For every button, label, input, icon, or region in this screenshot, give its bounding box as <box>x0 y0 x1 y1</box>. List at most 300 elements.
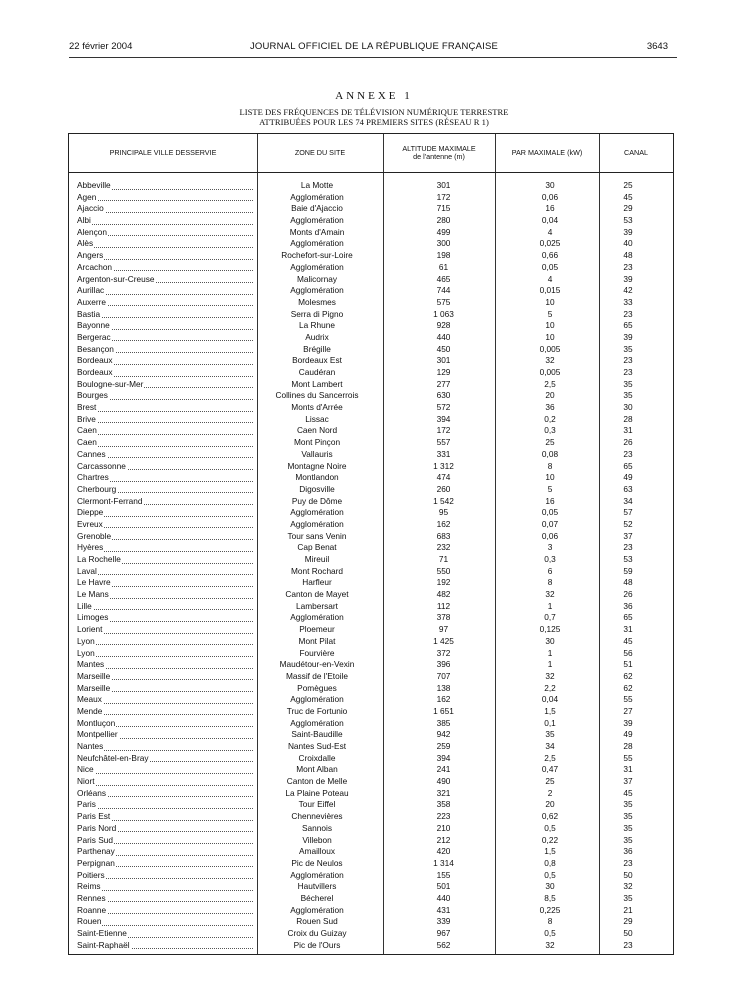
city-name: Limoges <box>77 612 109 623</box>
table-row <box>69 215 673 227</box>
cell-par: 0,015 <box>539 285 561 296</box>
city-name: Clermont-Ferrand <box>77 495 143 506</box>
table-row <box>69 367 673 379</box>
cell-zone: Sannois <box>302 822 332 833</box>
cell-ville <box>77 449 253 461</box>
column-header-ville: PRINCIPALE VILLE DESSERVIE <box>109 148 217 157</box>
cell-ville <box>77 461 253 473</box>
table-row <box>69 566 673 578</box>
table-row <box>69 776 673 788</box>
cell-ville <box>77 390 253 402</box>
cell-canal: 23 <box>623 367 633 377</box>
cell-par: 32 <box>545 670 555 681</box>
cell-altitude: 259 <box>436 741 451 751</box>
table-row <box>69 788 673 800</box>
cell-par: 10 <box>545 296 555 307</box>
cell-par: 0,025 <box>539 238 561 249</box>
city-name: Marseille <box>77 682 111 693</box>
table-row <box>69 554 673 566</box>
cell-canal: 39 <box>623 331 633 342</box>
cell-canal: 21 <box>623 904 633 915</box>
cell-ville <box>77 916 253 928</box>
cell-canal: 35 <box>623 822 633 833</box>
cell-zone: Croix du Guizay <box>287 928 347 938</box>
cell-par: 0,05 <box>541 507 559 518</box>
cell-canal: 48 <box>623 250 633 261</box>
city-name: Alençon <box>77 226 107 237</box>
cell-altitude: 440 <box>436 892 451 903</box>
city-name: Lyon <box>77 635 95 646</box>
cell-canal: 49 <box>623 729 633 740</box>
cell-altitude: 572 <box>436 402 451 413</box>
cell-altitude: 300 <box>436 238 451 249</box>
cell-canal: 35 <box>623 799 633 810</box>
cell-altitude: 474 <box>436 472 451 483</box>
cell-zone: Tour Eiffel <box>298 799 336 810</box>
cell-par: 0,04 <box>541 694 559 705</box>
cell-canal: 35 <box>623 811 633 822</box>
cell-par: 0,47 <box>541 764 559 775</box>
cell-altitude: 707 <box>436 670 451 681</box>
cell-par: 0,3 <box>544 425 556 436</box>
cell-canal: 30 <box>623 402 633 413</box>
cell-altitude: 172 <box>436 425 451 436</box>
city-name: Marseille <box>77 670 111 681</box>
table-row <box>69 764 673 776</box>
cell-zone: Amailloux <box>299 846 335 857</box>
table-row <box>69 519 673 531</box>
city-name: Montpellier <box>77 729 118 740</box>
cell-zone: Baie d'Ajaccio <box>291 203 343 214</box>
cell-altitude: 1 651 <box>433 705 454 716</box>
city-name: Bayonne <box>77 320 110 331</box>
cell-ville <box>77 577 253 589</box>
cell-ville <box>77 811 253 823</box>
city-name: Hyères <box>77 542 104 553</box>
cell-par: 10 <box>545 320 555 331</box>
cell-canal: 36 <box>623 846 633 857</box>
cell-zone: Brégille <box>303 343 331 354</box>
city-name: Grenoble <box>77 530 112 541</box>
cell-altitude: 301 <box>436 355 451 366</box>
cell-zone: Monts d'Amain <box>289 226 345 237</box>
cell-canal: 23 <box>623 355 633 366</box>
cell-ville <box>77 274 253 286</box>
cell-par: 8 <box>547 916 553 927</box>
cell-zone: Agglomération <box>290 261 344 272</box>
city-name: Boulogne-sur-Mer <box>77 378 144 389</box>
cell-canal: 23 <box>623 857 633 868</box>
cell-canal: 23 <box>623 542 633 553</box>
table-row <box>69 192 673 204</box>
publication-date: 22 février 2004 <box>69 41 133 52</box>
cell-ville <box>77 379 253 391</box>
table-row <box>69 624 673 636</box>
cell-altitude: 172 <box>436 191 451 202</box>
table-row <box>69 390 673 402</box>
cell-altitude: 1 063 <box>433 308 454 319</box>
cell-zone: Collines du Sancerrois <box>275 390 359 401</box>
cell-ville <box>77 788 253 800</box>
city-name: Alès <box>77 238 94 249</box>
cell-par: 32 <box>545 355 555 366</box>
cell-ville <box>77 905 253 917</box>
cell-ville <box>77 297 253 309</box>
cell-canal: 65 <box>623 320 633 331</box>
table-row <box>69 332 673 344</box>
cell-par: 32 <box>545 939 555 950</box>
cell-canal: 35 <box>623 892 633 903</box>
table-row <box>69 694 673 706</box>
city-name: Besançon <box>77 343 114 354</box>
altitude-header-line-1: ALTITUDE MAXIMALE <box>402 144 476 153</box>
cell-altitude: 155 <box>436 869 451 880</box>
cell-par: 4 <box>547 226 553 237</box>
cell-zone: Cap Benat <box>297 542 337 553</box>
cell-par: 8 <box>547 460 553 471</box>
city-name: Arcachon <box>77 261 113 272</box>
city-name: Argenton-sur-Creuse <box>77 273 155 284</box>
cell-par: 0,04 <box>541 215 559 226</box>
table-row <box>69 355 673 367</box>
cell-ville <box>77 496 253 508</box>
table-row <box>69 881 673 893</box>
cell-par: 0,08 <box>541 448 559 459</box>
table-row <box>69 589 673 601</box>
cell-zone: Pic de l'Ours <box>293 939 341 950</box>
cell-canal: 62 <box>623 682 633 693</box>
journal-title: JOURNAL OFFICIEL DE LA RÉPUBLIQUE FRANÇAISE <box>249 41 499 52</box>
cell-zone: Canton de Mayet <box>285 589 349 600</box>
table-row <box>69 683 673 695</box>
cell-ville <box>77 835 253 847</box>
cell-zone: Ploemeur <box>299 624 335 635</box>
cell-altitude: 490 <box>436 776 451 787</box>
cell-altitude: 394 <box>436 413 451 424</box>
cell-canal: 45 <box>623 635 633 646</box>
table-row <box>69 402 673 414</box>
table-row <box>69 706 673 718</box>
cell-par: 30 <box>545 635 555 646</box>
city-name: Lille <box>77 600 92 611</box>
table-row <box>69 320 673 332</box>
cell-canal: 56 <box>623 647 633 658</box>
cell-par: 36 <box>545 402 555 413</box>
table-row <box>69 823 673 835</box>
cell-zone: Truc de Fortunio <box>286 705 348 716</box>
cell-altitude: 97 <box>438 624 449 635</box>
cell-zone: Agglomération <box>290 238 344 249</box>
cell-zone: Mont Pinçon <box>293 437 341 448</box>
column-header-altitude <box>383 134 495 172</box>
cell-zone: Agglomération <box>290 191 344 202</box>
cell-par: 0,5 <box>544 869 556 880</box>
table-row <box>69 274 673 286</box>
header-rule <box>69 57 677 58</box>
cell-canal: 59 <box>623 565 633 576</box>
cell-altitude: 394 <box>436 752 451 763</box>
cell-altitude: 61 <box>438 261 449 272</box>
cell-ville <box>77 928 253 940</box>
cell-ville <box>77 285 253 297</box>
cell-ville <box>77 624 253 636</box>
city-name: Saint-Raphaël <box>77 939 130 950</box>
city-name: Cherbourg <box>77 483 117 494</box>
table-row <box>69 297 673 309</box>
cell-canal: 28 <box>623 413 633 424</box>
cell-canal: 35 <box>623 378 633 389</box>
table-row <box>69 309 673 321</box>
cell-par: 0,5 <box>544 822 556 833</box>
cell-zone: Pomègues <box>297 682 337 693</box>
cell-canal: 39 <box>623 717 633 728</box>
city-name: Ajaccio <box>77 203 104 214</box>
column-header-canal: CANAL <box>624 148 648 157</box>
table-row <box>69 238 673 250</box>
cell-par: 0,005 <box>539 367 561 377</box>
table-row <box>69 799 673 811</box>
city-name: Bourges <box>77 390 108 401</box>
city-name: Abbeville <box>77 180 111 190</box>
cell-par: 32 <box>545 589 555 600</box>
cell-par: 1 <box>547 659 553 670</box>
cell-altitude: 260 <box>436 483 451 494</box>
cell-zone: Maudétour-en-Vexin <box>279 659 355 670</box>
table-row <box>69 484 673 496</box>
table-row <box>69 531 673 543</box>
cell-zone: Vallauris <box>301 448 333 459</box>
cell-altitude: 501 <box>436 881 451 892</box>
table-row <box>69 940 673 952</box>
cell-canal: 53 <box>623 215 633 226</box>
table-row <box>69 577 673 589</box>
cell-par: 3 <box>547 542 553 553</box>
cell-ville <box>77 823 253 835</box>
city-name: Lyon <box>77 647 95 658</box>
table-row <box>69 870 673 882</box>
cell-par: 1,5 <box>544 846 556 857</box>
city-name: Perpignan <box>77 857 115 868</box>
cell-altitude: 339 <box>436 916 451 927</box>
cell-altitude: 277 <box>436 378 451 389</box>
cell-zone: Pic de Neulos <box>291 857 343 868</box>
cell-altitude: 378 <box>436 612 451 623</box>
table-row <box>69 507 673 519</box>
city-name: Auxerre <box>77 296 107 307</box>
cell-zone: Bordeaux Est <box>292 355 342 366</box>
table-row <box>69 858 673 870</box>
city-name: Saint-Etienne <box>77 928 127 938</box>
cell-canal: 35 <box>623 834 633 845</box>
city-name: Rouen <box>77 916 102 927</box>
table-row <box>69 659 673 671</box>
cell-canal: 55 <box>623 752 633 763</box>
cell-zone: Digosville <box>299 483 335 494</box>
table-row <box>69 285 673 297</box>
cell-par: 25 <box>545 437 555 448</box>
cell-altitude: 1 425 <box>433 635 454 646</box>
cell-canal: 62 <box>623 670 633 681</box>
cell-canal: 52 <box>623 518 633 529</box>
city-name: Mantes <box>77 659 105 670</box>
city-name: Carcassonne <box>77 460 126 471</box>
cell-canal: 50 <box>623 869 633 880</box>
cell-par: 0,3 <box>544 554 556 564</box>
cell-zone: Agglomération <box>290 518 344 529</box>
cell-par: 30 <box>545 881 555 892</box>
cell-ville <box>77 799 253 811</box>
cell-zone: Agglomération <box>290 717 344 728</box>
cell-altitude: 575 <box>436 296 451 307</box>
cell-zone: Agglomération <box>290 612 344 623</box>
cell-ville <box>77 402 253 414</box>
cell-zone: Agglomération <box>290 904 344 915</box>
cell-ville <box>77 554 253 566</box>
cell-ville <box>77 320 253 332</box>
table-row <box>69 496 673 508</box>
city-name: Paris Est <box>77 811 111 822</box>
table-row <box>69 905 673 917</box>
cell-ville <box>77 729 253 741</box>
cell-zone: Caen Nord <box>296 425 338 436</box>
cell-zone: Agglomération <box>290 285 344 296</box>
city-name: Orléans <box>77 787 107 798</box>
cell-altitude: 942 <box>436 729 451 740</box>
cell-canal: 35 <box>623 390 633 401</box>
cell-ville <box>77 484 253 496</box>
table-row <box>69 414 673 426</box>
cell-par: 16 <box>545 495 555 506</box>
cell-canal: 23 <box>623 261 633 272</box>
cell-altitude: 192 <box>436 577 451 588</box>
cell-altitude: 1 314 <box>433 857 454 868</box>
cell-par: 0,005 <box>539 343 561 354</box>
cell-canal: 40 <box>623 238 633 249</box>
cell-altitude: 372 <box>436 647 451 658</box>
cell-par: 0,5 <box>544 928 556 938</box>
cell-canal: 31 <box>623 425 633 436</box>
table-row <box>69 636 673 648</box>
cell-altitude: 715 <box>436 203 451 214</box>
cell-ville <box>77 753 253 765</box>
table-row <box>69 601 673 613</box>
table-row <box>69 648 673 660</box>
cell-altitude: 162 <box>436 518 451 529</box>
cell-canal: 42 <box>623 285 633 296</box>
cell-par: 0,05 <box>541 261 559 272</box>
cell-par: 6 <box>547 565 553 576</box>
cell-zone: Mont Pilat <box>298 635 336 646</box>
table-row <box>69 542 673 554</box>
cell-zone: Caudéran <box>298 367 336 377</box>
cell-altitude: 71 <box>438 554 449 564</box>
cell-ville <box>77 893 253 905</box>
cell-par: 0,1 <box>544 717 556 728</box>
table-row <box>69 811 673 823</box>
cell-par: 0,7 <box>544 612 556 623</box>
cell-canal: 50 <box>623 928 633 938</box>
cell-ville <box>77 870 253 882</box>
cell-ville <box>77 180 253 192</box>
city-name: Lorient <box>77 624 103 635</box>
cell-par: 2,2 <box>544 682 556 693</box>
cell-canal: 26 <box>623 437 633 448</box>
cell-ville <box>77 659 253 671</box>
cell-altitude: 95 <box>438 507 449 518</box>
cell-zone: Agglomération <box>290 507 344 518</box>
table-subtitle <box>0 108 748 127</box>
header-row-rule <box>69 172 673 173</box>
table-row <box>69 753 673 765</box>
cell-zone: Saint-Baudille <box>291 729 343 740</box>
cell-ville <box>77 601 253 613</box>
cell-altitude: 241 <box>436 764 451 775</box>
subtitle-line-1: LISTE DES FRÉQUENCES DE TÉLÉVISION NUMÉRIQUE TERRESTRE <box>239 107 509 117</box>
cell-zone: Tour sans Venin <box>287 530 347 541</box>
cell-ville <box>77 612 253 624</box>
cell-canal: 37 <box>623 530 633 541</box>
cell-ville <box>77 519 253 531</box>
city-name: Montluçon <box>77 717 116 728</box>
cell-par: 2 <box>547 787 553 798</box>
cell-canal: 37 <box>623 776 633 787</box>
cell-ville <box>77 706 253 718</box>
cell-ville <box>77 589 253 601</box>
cell-par: 25 <box>545 776 555 787</box>
city-name: Cannes <box>77 448 106 459</box>
cell-par: 0,07 <box>541 518 559 529</box>
city-name: Paris Nord <box>77 822 117 833</box>
cell-par: 0,125 <box>539 624 561 635</box>
column-header-par: PAR MAXIMALE (kW) <box>511 148 583 157</box>
cell-ville <box>77 472 253 484</box>
cell-zone: Mireuil <box>304 554 330 564</box>
page-header <box>0 41 748 55</box>
cell-altitude: 1 542 <box>433 495 454 506</box>
table-row <box>69 741 673 753</box>
table-row <box>69 180 673 192</box>
cell-altitude: 321 <box>436 787 451 798</box>
city-name: Evreux <box>77 518 103 529</box>
cell-par: 0,62 <box>541 811 559 822</box>
cell-par: 1 <box>547 647 553 658</box>
table-row <box>69 344 673 356</box>
cell-ville <box>77 414 253 426</box>
cell-ville <box>77 192 253 204</box>
city-name: Rennes <box>77 892 106 903</box>
cell-canal: 53 <box>623 554 633 564</box>
cell-par: 34 <box>545 741 555 751</box>
cell-par: 1 <box>547 600 553 611</box>
table-row <box>69 718 673 730</box>
cell-par: 2,5 <box>544 378 556 389</box>
cell-canal: 32 <box>623 881 633 892</box>
cell-zone: Mont Alban <box>296 764 338 775</box>
cell-altitude: 683 <box>436 530 451 541</box>
cell-altitude: 210 <box>436 822 451 833</box>
cell-canal: 26 <box>623 589 633 600</box>
cell-canal: 36 <box>623 600 633 611</box>
cell-ville <box>77 332 253 344</box>
cell-canal: 65 <box>623 612 633 623</box>
city-name: Le Mans <box>77 589 109 600</box>
city-name: Nantes <box>77 741 104 751</box>
city-name: Dieppe <box>77 507 104 518</box>
cell-altitude: 223 <box>436 811 451 822</box>
cell-ville <box>77 203 253 215</box>
cell-ville <box>77 425 253 437</box>
cell-altitude: 162 <box>436 694 451 705</box>
